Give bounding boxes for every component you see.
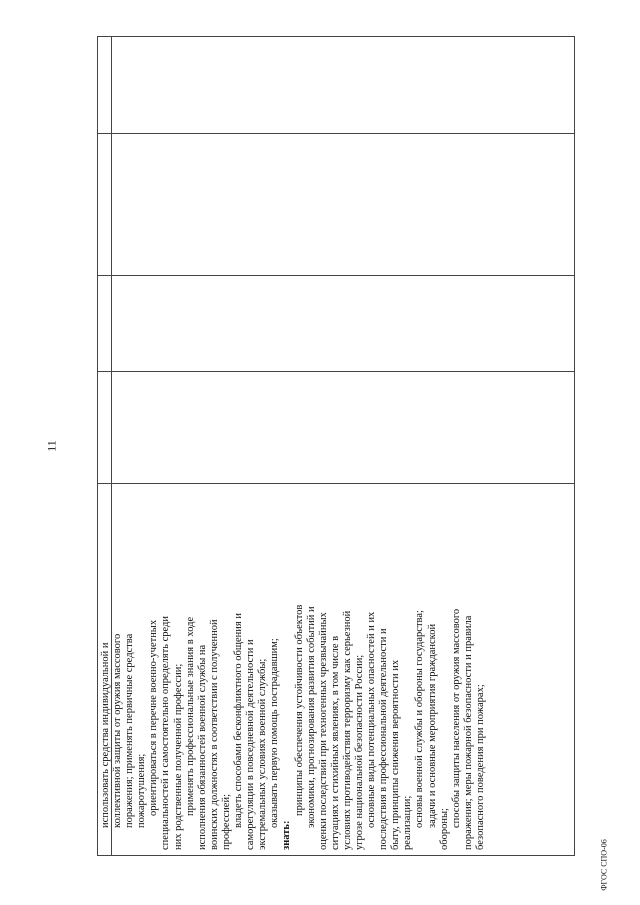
text-line: экстремальных условиях военной службы; bbox=[257, 658, 269, 850]
text-line: знать: bbox=[281, 820, 293, 850]
text-line: последствия в профессиональной деятельности и bbox=[378, 628, 390, 850]
text-line: саморегуляции в повседневной деятельности и bbox=[245, 639, 257, 850]
text-line: пожаротушения; bbox=[136, 753, 148, 828]
text-line: специальностей и самостоятельно определять среди bbox=[160, 616, 172, 850]
text-line: оказывать первую помощь пострадавшим; bbox=[269, 638, 281, 828]
row-divider bbox=[98, 275, 574, 276]
text-line: ориентироваться в перечне военно-учетных bbox=[148, 619, 160, 816]
text-line: использовать средства индивидуальной и bbox=[100, 642, 111, 828]
text-line: задачи и основные мероприятия гражданской bbox=[426, 623, 438, 828]
footer-code: ФГОС СПО-06 bbox=[599, 839, 609, 891]
text-line: профессией; bbox=[220, 794, 232, 850]
text-line: владеть способами бесконфликтного общения и bbox=[233, 613, 245, 828]
text-line: оценки последствий при техногенных чрезвычайных bbox=[317, 612, 329, 850]
text-line: поражения; применять первичные средства bbox=[124, 633, 136, 828]
text-line: способы защиты населения от оружия массового bbox=[450, 608, 462, 828]
text-line: безопасного поведения при пожарах; bbox=[474, 684, 486, 850]
text-line: основные виды потенциальных опасностей и их bbox=[366, 611, 378, 828]
text-line: угрозе национальной безопасности России; bbox=[353, 654, 365, 850]
row-divider bbox=[98, 371, 574, 372]
text-line: поражения; меры пожарной безопасности и правила bbox=[462, 615, 474, 850]
text-line: воинских должностях в соответствии с полученной bbox=[208, 619, 220, 850]
text-line: реализации; bbox=[402, 795, 414, 850]
text-line: обороны; bbox=[438, 808, 450, 850]
row-divider bbox=[98, 483, 574, 484]
text-line: быту, принципы снижения вероятности их bbox=[390, 659, 402, 850]
text-line: принципы обеспечения устойчивости объектов bbox=[293, 604, 305, 816]
text-line: применять профессиональные знания в ходе bbox=[184, 616, 196, 816]
text-line: них родственные полученной профессии; bbox=[172, 663, 184, 850]
competency-text-cell bbox=[98, 494, 574, 856]
text-line: ситуациях и стихийных явлениях, в том числе в bbox=[329, 635, 341, 850]
page-number: 11 bbox=[44, 440, 59, 452]
text-line: условиях противодействия терроризму как серьезной bbox=[341, 610, 353, 850]
row-divider bbox=[98, 133, 574, 134]
text-line: коллективной защиты от оружия массового bbox=[112, 633, 124, 828]
text-line: исполнения обязанностей военной службы на bbox=[196, 644, 208, 850]
text-line: экономики, прогнозирования развития событий и bbox=[305, 606, 317, 828]
text-line: основы военной службы и обороны государства; bbox=[414, 610, 426, 828]
